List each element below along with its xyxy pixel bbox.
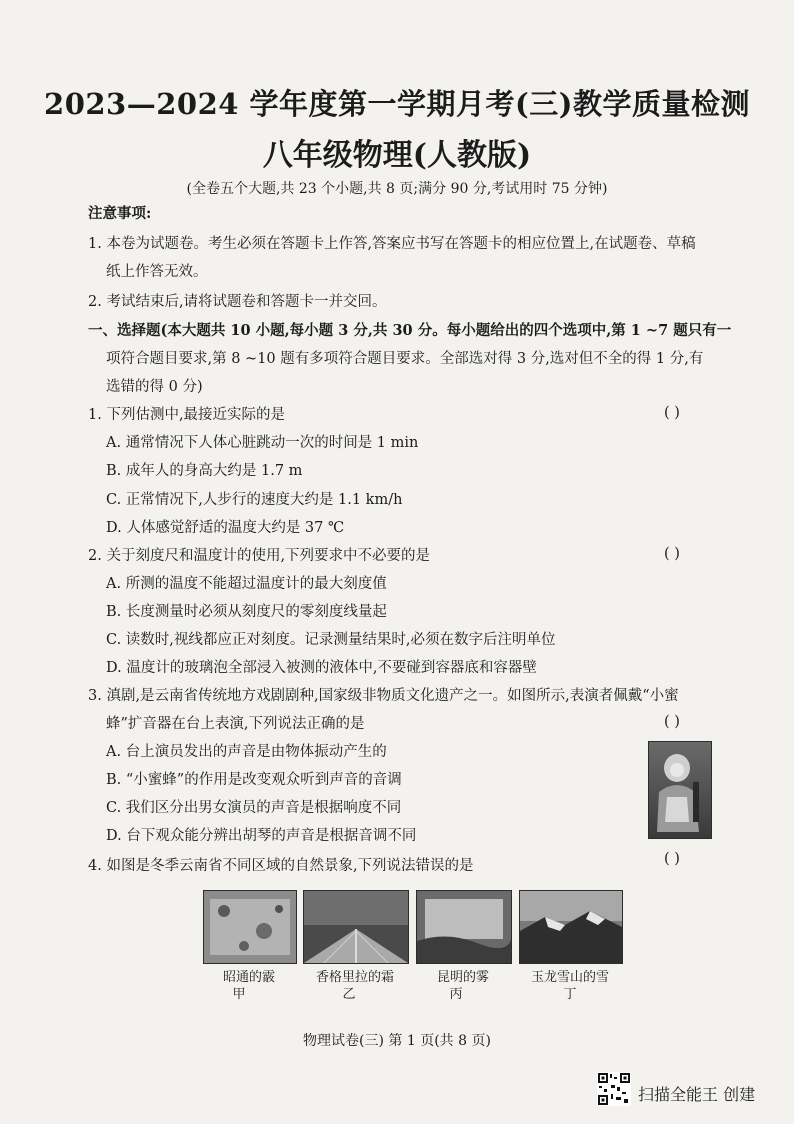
photo-zhaotong-sleet	[203, 890, 297, 964]
q1-option-d: D. 人体感觉舒适的温度大约是 37 ℃	[106, 520, 345, 536]
section-1-heading: 一、选择题(本大题共 10 小题,每小题 3 分,共 30 分。每小题给出的四个选项中,第 1 ~7 题只有一	[88, 322, 732, 339]
caption-yi: 香格里拉的霜	[315, 970, 394, 985]
q3-option-d: D. 台下观众能分辨出胡琴的声音是根据音调不同	[106, 828, 417, 844]
label-ding: 丁	[563, 987, 577, 1002]
q3-answer-paren: ( )	[664, 714, 680, 730]
scanner-watermark: 扫描全能王 创建	[638, 1085, 756, 1104]
exam-title: 2023—2024 学年度第一学期月考(三)教学质量检测	[44, 87, 750, 121]
label-jia: 甲	[232, 987, 246, 1002]
q2-stem: 2. 关于刻度尺和温度计的使用,下列要求中不必要的是	[88, 548, 431, 564]
q3-option-a: A. 台上演员发出的声音是由物体振动产生的	[106, 744, 387, 760]
section-1-heading-end: 选错的得 0 分)	[106, 379, 203, 395]
caption-jia: 昭通的霰	[222, 970, 275, 985]
label-yi: 乙	[342, 987, 356, 1002]
q2-option-b: B. 长度测量时必须从刻度尺的零刻度线量起	[106, 604, 387, 620]
qr-code-icon	[597, 1072, 631, 1106]
q4-stem: 4. 如图是冬季云南省不同区域的自然景象,下列说法错误的是	[88, 858, 474, 874]
photo-yulong-snow	[519, 890, 623, 964]
exam-subject: 八年级物理(人教版)	[262, 138, 532, 173]
section-1-heading-cont: 项符合题目要求,第 8 ~10 题有多项符合题目要求。全部选对得 3 分,选对但不全的得 1 分,有	[106, 351, 704, 367]
q1-stem: 1. 下列估测中,最接近实际的是	[88, 407, 286, 423]
q2-option-d: D. 温度计的玻璃泡全部浸入被测的液体中,不要碰到容器底和容器壁	[106, 660, 537, 676]
q3-stem-cont: 蜂”扩音器在台上表演,下列说法正确的是	[106, 716, 365, 732]
photo-kunming-fog	[416, 890, 512, 964]
opera-performer-photo	[648, 741, 712, 839]
notice-heading: 注意事项:	[88, 205, 152, 222]
q2-option-a: A. 所测的温度不能超过温度计的最大刻度值	[106, 576, 387, 592]
caption-ding: 玉龙雪山的雪	[530, 970, 609, 985]
q2-answer-paren: ( )	[664, 546, 680, 562]
q4-answer-paren: ( )	[664, 851, 680, 867]
q3-option-c: C. 我们区分出男女演员的声音是根据响度不同	[106, 800, 402, 816]
q2-option-c: C. 读数时,视线都应正对刻度。记录测量结果时,必须在数字后注明单位	[106, 632, 556, 648]
q3-stem: 3. 滇剧,是云南省传统地方戏剧剧种,国家级非物质文化遗产之一。如图所示,表演者佩戴“小蜜	[88, 688, 679, 704]
notice-item-2: 2. 考试结束后,请将试题卷和答题卡一并交回。	[88, 294, 387, 310]
page-footer: 物理试卷(三) 第 1 页(共 8 页)	[303, 1033, 491, 1049]
caption-bing: 昆明的雾	[436, 970, 489, 985]
notice-item-1: 1. 本卷为试题卷。考生必须在答题卡上作答,答案应书写在答题卡的相应位置上,在试题卷、草稿	[88, 236, 696, 252]
q1-option-c: C. 正常情况下,人步行的速度大约是 1.1 km/h	[106, 492, 403, 508]
label-bing: 丙	[449, 987, 463, 1002]
notice-item-1-cont: 纸上作答无效。	[106, 264, 208, 280]
exam-info: (全卷五个大题,共 23 个小题,共 8 页;满分 90 分,考试用时 75 分钟)	[186, 181, 608, 197]
q1-option-b: B. 成年人的身高大约是 1.7 m	[106, 463, 303, 479]
q3-option-b: B. “小蜜蜂”的作用是改变观众听到声音的音调	[106, 772, 402, 788]
q1-answer-paren: ( )	[664, 405, 680, 421]
photo-shangrila-frost	[303, 890, 409, 964]
q1-option-a: A. 通常情况下人体心脏跳动一次的时间是 1 min	[106, 435, 419, 451]
